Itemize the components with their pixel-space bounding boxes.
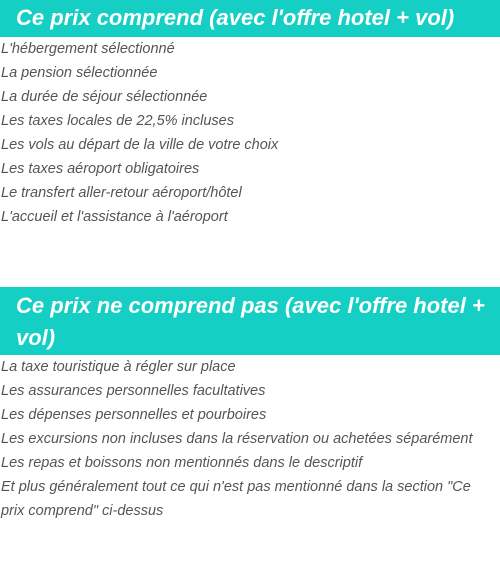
price-includes-section: [0, 0, 500, 229]
price-excludes-section: [0, 287, 500, 523]
list-item: Les repas et boissons non mentionnés dans le descriptif: [1, 455, 363, 471]
list-item: L'accueil et l'assistance à l'aéroport: [1, 209, 228, 225]
price-includes-list: [0, 37, 500, 229]
list-item: Les excursions non incluses dans la réservation ou achetées séparément: [1, 431, 473, 447]
list-item: Les dépenses personnelles et pourboires: [1, 407, 267, 423]
list-item: Les vols au départ de la ville de votre choix: [1, 137, 279, 153]
list-item: Les assurances personnelles facultatives: [1, 383, 266, 399]
price-excludes-list: [0, 355, 500, 523]
list-item: Les taxes aéroport obligatoires: [1, 161, 200, 177]
list-item: L'hébergement sélectionné: [1, 41, 175, 57]
price-includes-title: Ce prix comprend (avec l'offre hotel + vol): [0, 0, 500, 37]
list-item: La durée de séjour sélectionnée: [1, 89, 208, 105]
list-item: La pension sélectionnée: [1, 65, 158, 81]
list-item: Les taxes locales de 22,5% incluses: [1, 113, 234, 129]
list-item: Le transfert aller-retour aéroport/hôtel: [1, 185, 242, 201]
price-excludes-title: Ce prix ne comprend pas (avec l'offre hotel + vol): [0, 287, 500, 355]
list-item: Et plus généralement tout ce qui n'est pas mentionné dans la section "Ce prix comprend" ci-dessus: [1, 479, 471, 519]
list-item: La taxe touristique à régler sur place: [1, 359, 236, 375]
